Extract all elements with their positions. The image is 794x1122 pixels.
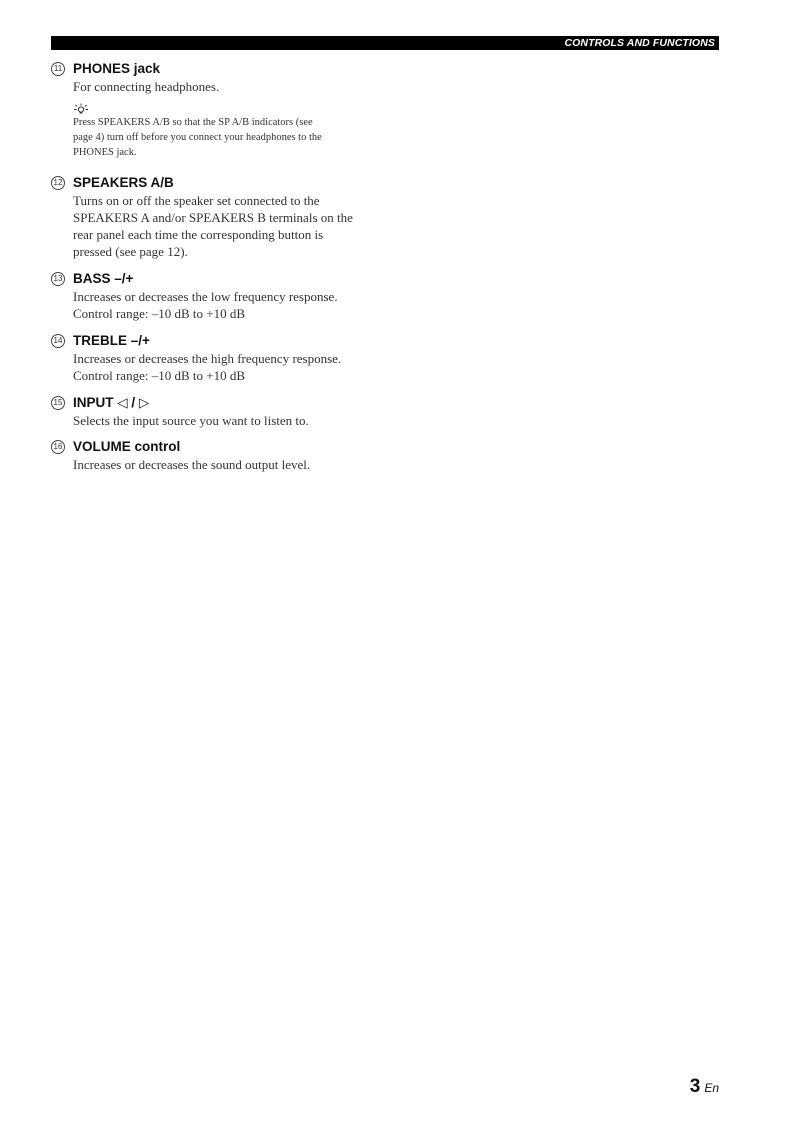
section-header-bar <box>51 36 719 50</box>
description-line: Increases or decreases the high frequency response. <box>73 351 342 366</box>
item-title: VOLUME control <box>73 439 181 454</box>
item-number: 11 <box>51 62 65 76</box>
item-input <box>51 394 391 429</box>
item-description <box>73 78 391 95</box>
item-description <box>73 192 391 260</box>
description-line: rear panel each time the corresponding button is <box>73 227 324 242</box>
description-line: SPEAKERS A and/or SPEAKERS B terminals on the <box>73 210 353 225</box>
description-line: Increases or decreases the sound output level. <box>73 457 311 472</box>
item-title: INPUT ◁ / ▷ <box>73 395 150 410</box>
page-number-value: 3 <box>689 1076 701 1097</box>
item-number: 16 <box>51 440 65 454</box>
item-number: 15 <box>51 396 65 410</box>
tip-line: page 4) turn off before you connect your headphones to the <box>73 132 322 143</box>
item-description <box>73 456 391 473</box>
item-treble <box>51 332 391 384</box>
item-number: 14 <box>51 334 65 348</box>
lightbulb-tip-icon <box>73 103 89 115</box>
description-line: Control range: –10 dB to +10 dB <box>73 368 245 383</box>
description-line: Selects the input source you want to listen to. <box>73 413 309 428</box>
item-number: 13 <box>51 272 65 286</box>
item-phones-jack <box>51 60 391 160</box>
page-number <box>690 1076 719 1098</box>
item-volume-control <box>51 438 391 473</box>
item-title: PHONES jack <box>73 61 161 76</box>
description-line: Turns on or off the speaker set connected to the <box>73 193 320 208</box>
item-description <box>73 350 391 384</box>
item-bass <box>51 270 391 322</box>
tip-line: Press SPEAKERS A/B so that the SP A/B indicators (see <box>73 117 313 128</box>
tip-note <box>73 103 391 160</box>
section-title: CONTROLS AND FUNCTIONS <box>564 37 715 49</box>
page-language-code: En <box>704 1081 719 1095</box>
item-description <box>73 412 391 429</box>
description-line: pressed (see page 12). <box>73 244 188 259</box>
item-title: TREBLE –/+ <box>73 333 150 348</box>
description-line: For connecting headphones. <box>73 79 220 94</box>
item-title: SPEAKERS A/B <box>73 175 174 190</box>
item-description <box>73 288 391 322</box>
description-line: Increases or decreases the low frequency response. <box>73 289 338 304</box>
item-speakers-ab <box>51 174 391 260</box>
tip-line: PHONES jack. <box>73 147 137 158</box>
item-number: 12 <box>51 176 65 190</box>
item-title: BASS –/+ <box>73 271 134 286</box>
description-line: Control range: –10 dB to +10 dB <box>73 306 245 321</box>
